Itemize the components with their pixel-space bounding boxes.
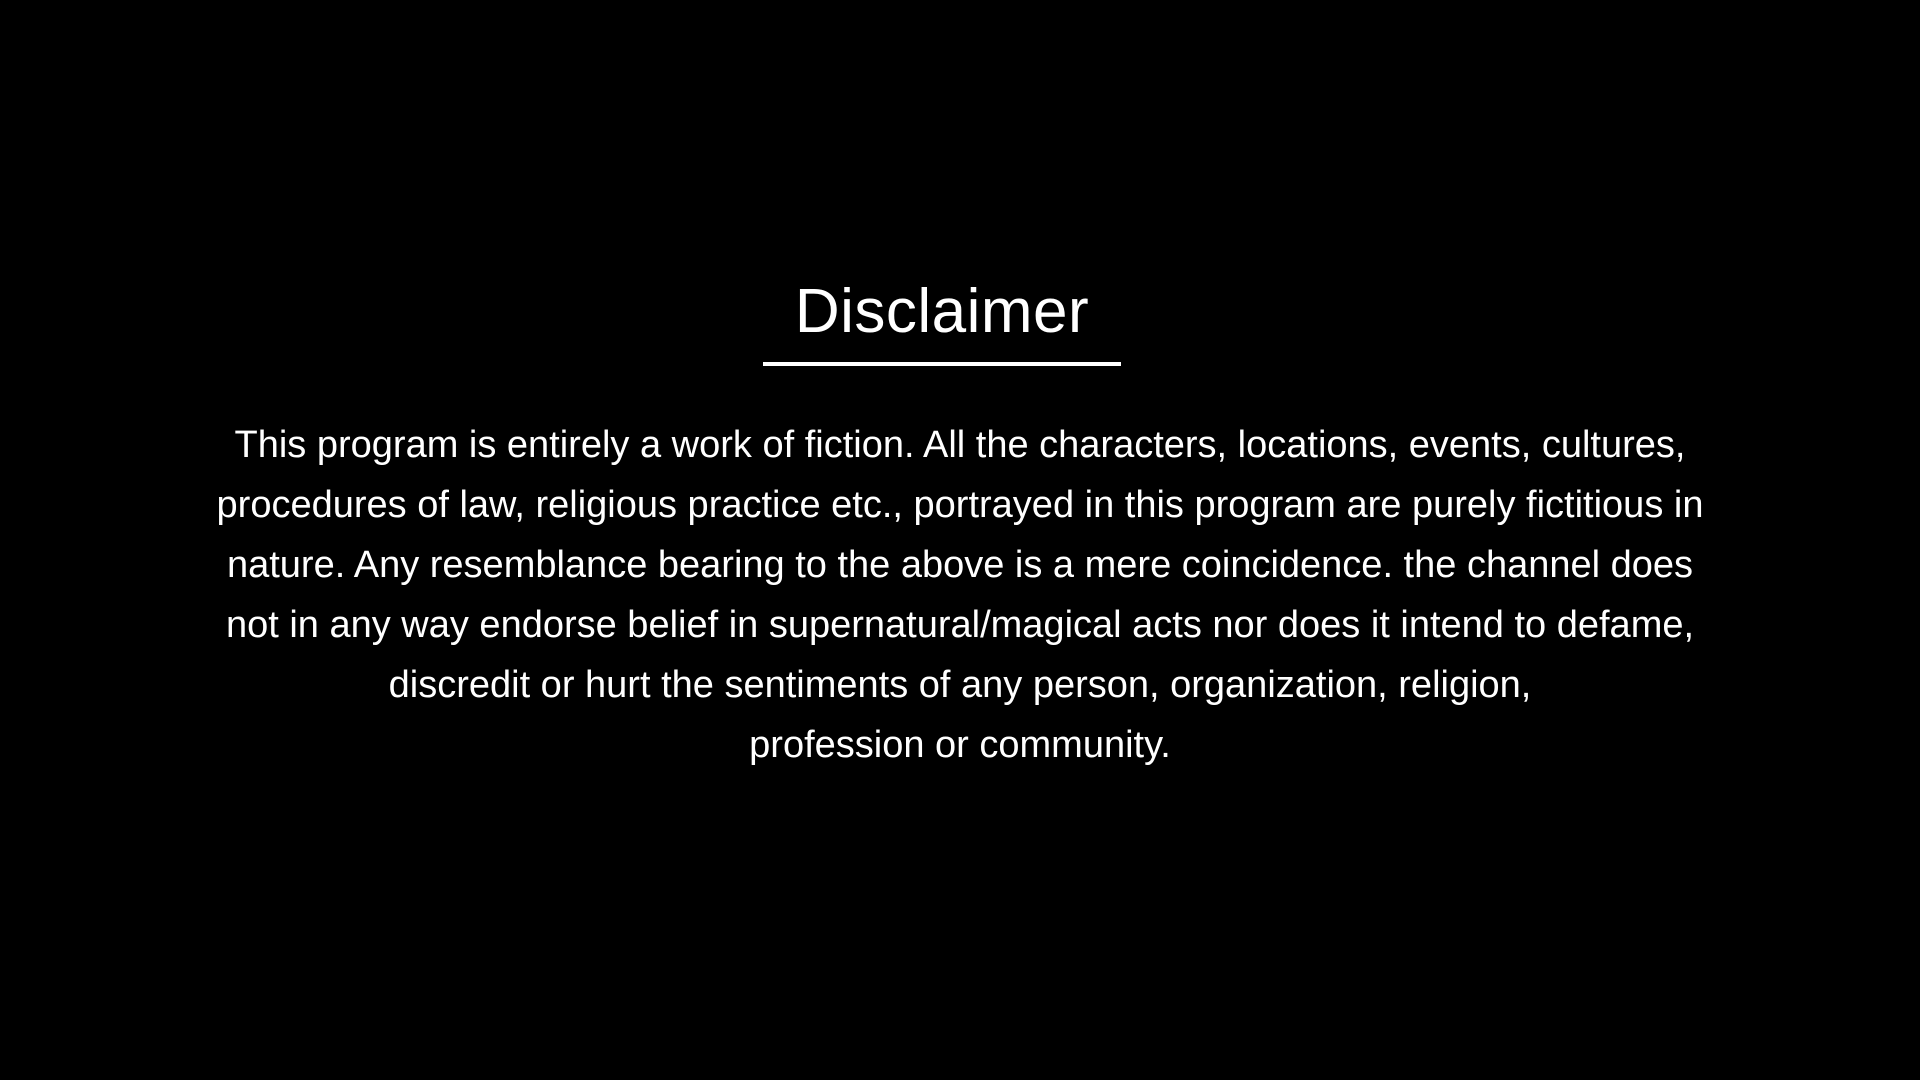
- disclaimer-line: nature. Any resemblance bearing to the above is a mere coincidence. the channel does: [226, 544, 1694, 586]
- disclaimer-line: profession or community.: [749, 724, 1171, 766]
- disclaimer-line: procedures of law, religious practice etc., portrayed in this program are purely fictitious in: [216, 484, 1704, 526]
- disclaimer-line: This program is entirely a work of fiction. All the characters, locations, events, cultures,: [234, 424, 1686, 466]
- title-block: [0, 278, 1902, 366]
- disclaimer-line: discredit or hurt the sentiments of any person, organization, religion,: [388, 664, 1532, 706]
- disclaimer-paragraph: [0, 415, 1920, 775]
- title-underline-rule: [763, 362, 1121, 366]
- disclaimer-line: not in any way endorse belief in supernatural/magical acts nor does it intend to defame,: [225, 604, 1695, 646]
- page-title: Disclaimer: [794, 277, 1090, 346]
